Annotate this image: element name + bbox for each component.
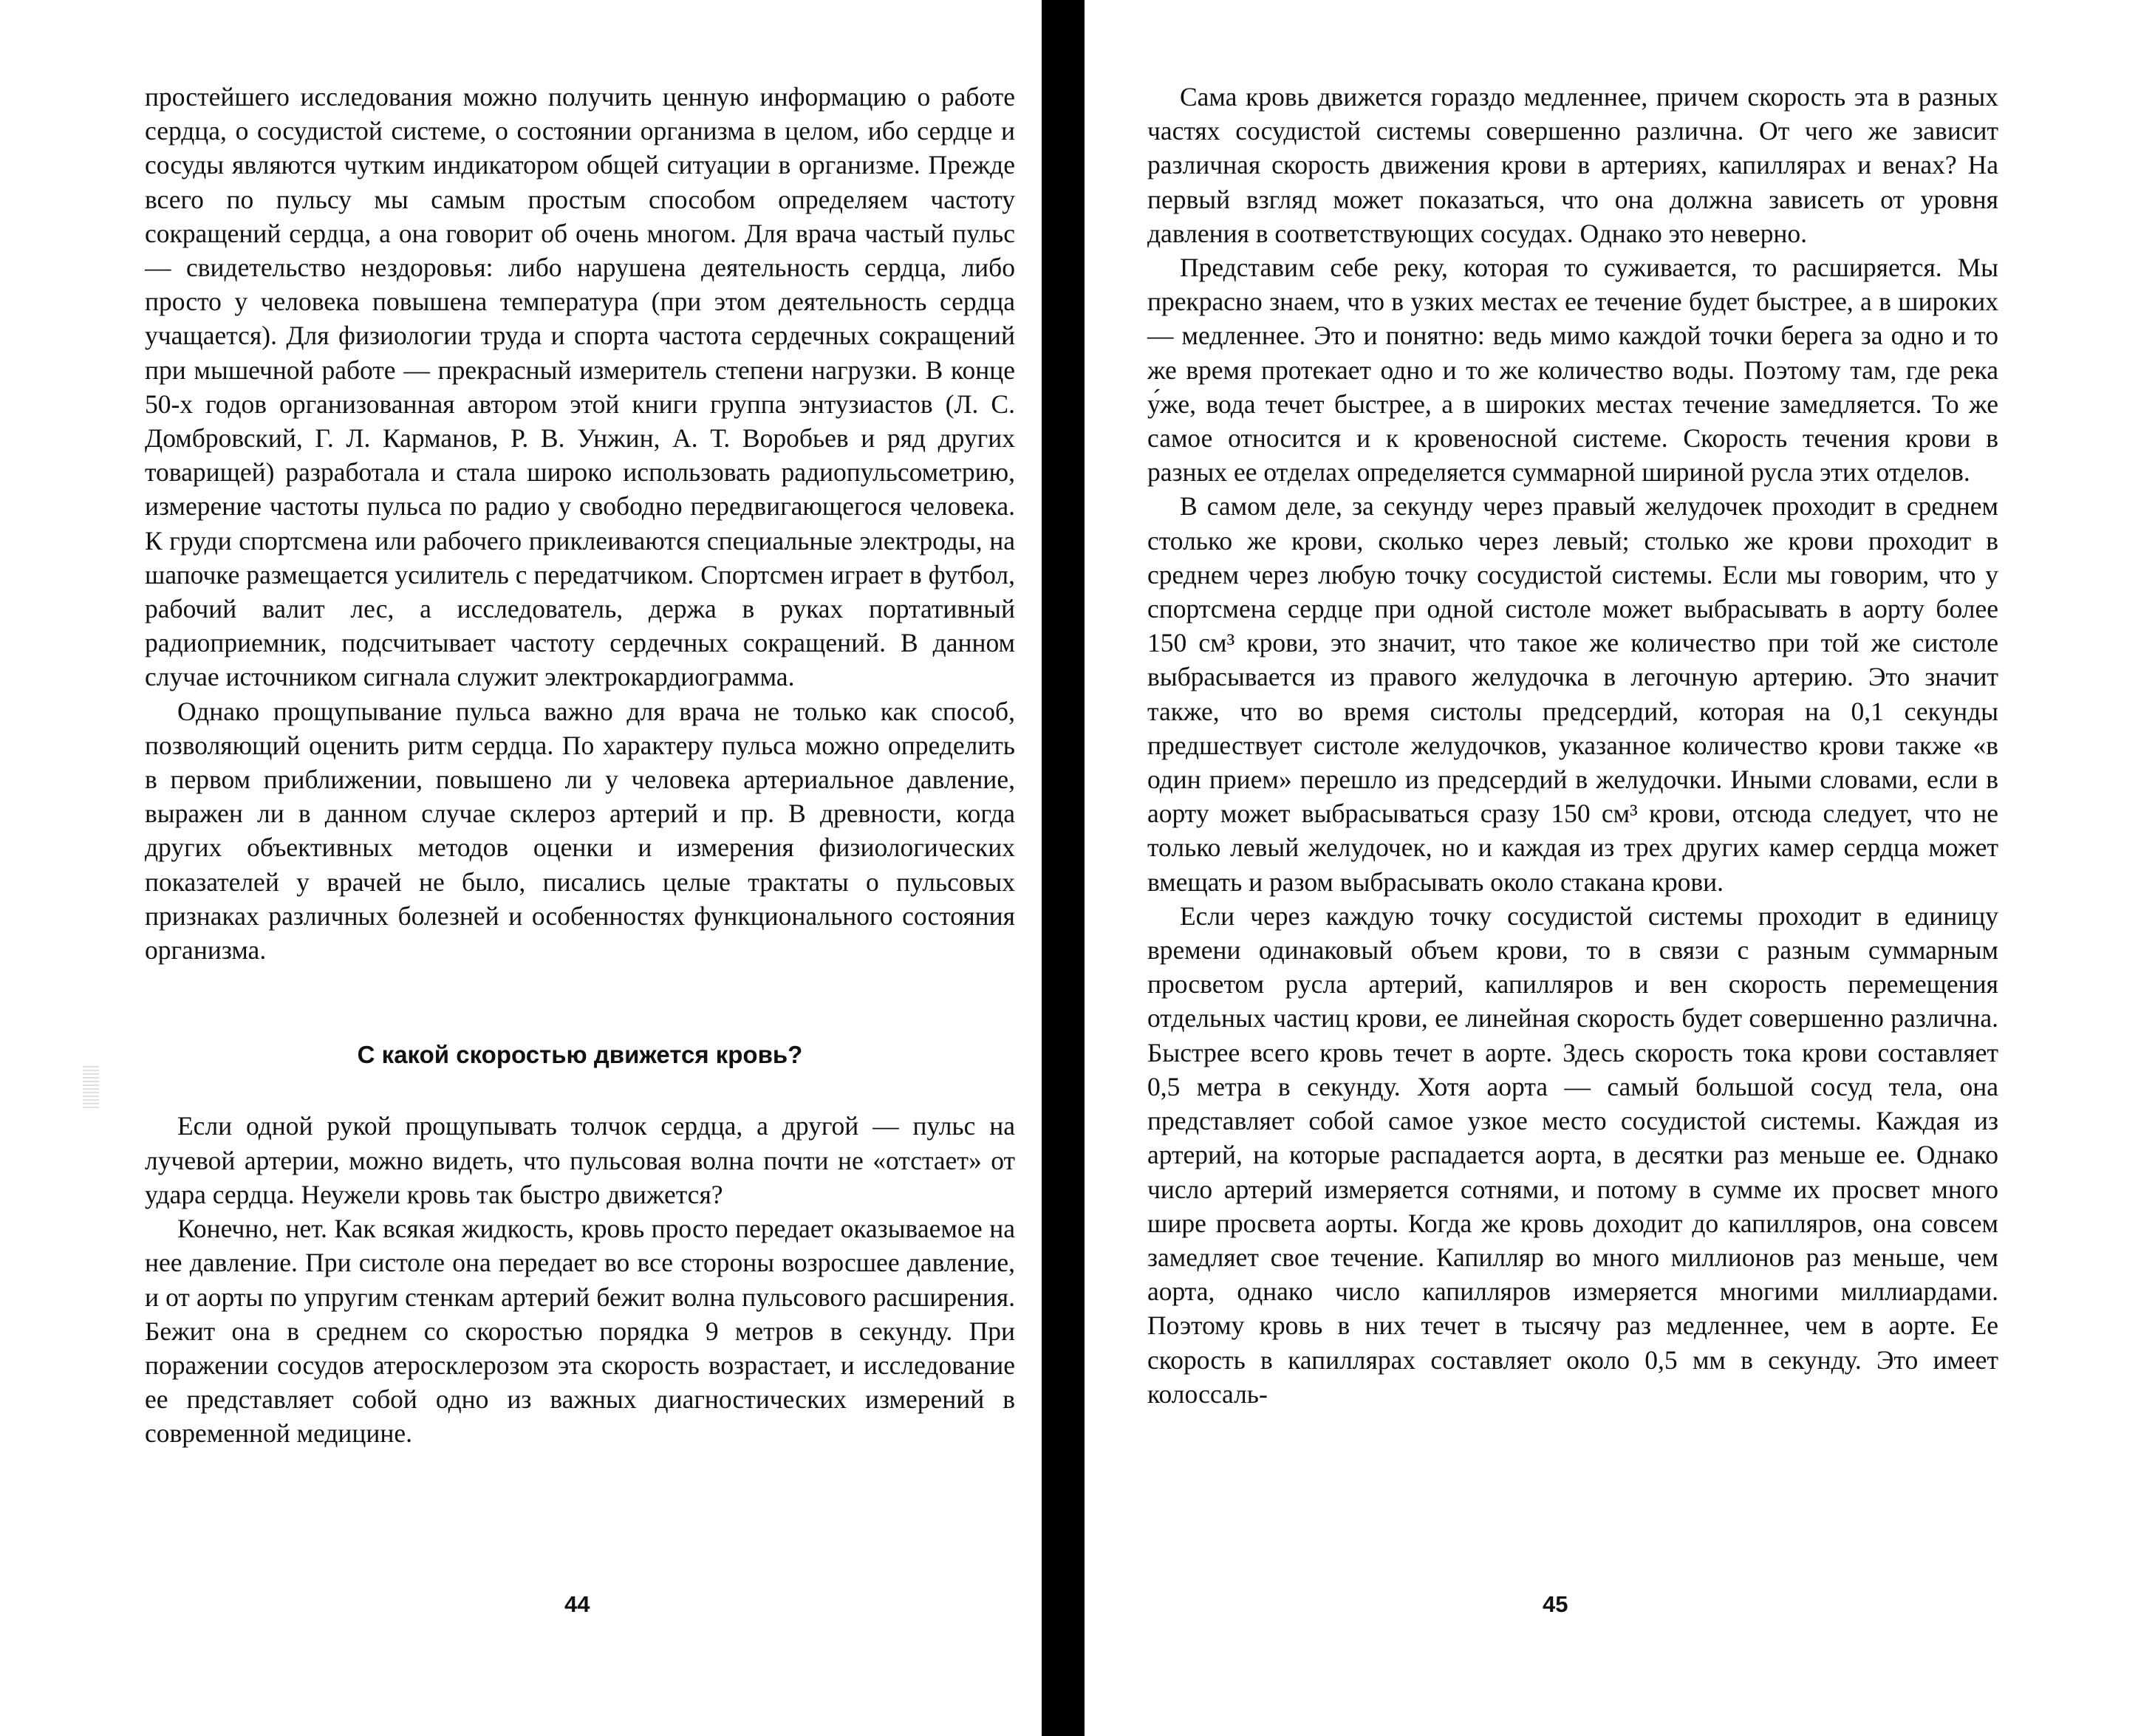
page-number: 44 (564, 1591, 590, 1617)
body-paragraph: Представим себе реку, которая то суживается, то расширяется. Мы прекрасно знаем, что в узких местах ее течение будет быстрее, а в широких — медленнее. Это и понятно: ведь мимо каждой точки берега за одно и то же время протекает одно и то же количество воды. Поэтому там, где река у́же, вода течет быстрее, а в широких местах течение замедляется. То же самое относится и к кровеносной системе. Скорость течения крови в разных ее отделах определяется суммарной шириной русла этих отделов. (1147, 253, 1998, 488)
body-paragraph: Если одной рукой прощупывать толчок сердца, а другой — пульс на лучевой артерии, можно видеть, что пульсовая волна почти не «отстает» от удара сердца. Неужели кровь так быстро движется? (145, 1111, 1015, 1209)
scan-smudge (83, 1064, 99, 1108)
body-paragraph: Конечно, нет. Как всякая жидкость, кровь просто передает оказываемое на нее давление. При систоле она передает во все стороны возросшее давление, и от аорты по упругим стенкам артерий бежит волна пульсового расширения. Бежит она в среднем со скоростью порядка 9 метров в секунду. При поражении сосудов атеросклерозом эта скорость возрастает, и исследование ее представляет собой одно из важных диагностических измерений в современной медицине. (145, 1214, 1015, 1449)
body-paragraph: Если через каждую точку сосудистой системы проходит в единицу времени одинаковый объем крови, то в связи с разным суммарным просветом русла артерий, капилляров и вен скорость перемещения отдельных частиц крови, ее линейная скорость будет совершенно различна. Быстрее всего кровь течет в аорте. Здесь скорость тока крови составляет 0,5 метра в секунду. Хотя аорта — самый большой сосуд тела, она представляет собой самое узкое место сосудистой системы. Каждая из артерий, на которые распадается аорта, в десятки раз меньше ее. Однако число артерий измеряется сотнями, и потому в сумме их просвет много шире просвета аорты. Когда же кровь доходит до капилляров, она совсем замедляет свое течение. Капилляр во много миллионов раз меньше, чем аорта, однако число капилляров измеряется многими миллиардами. Поэтому кровь в них течет в тысячу раз медленнее, чем в аорте. Ее скорость в капиллярах составляет около 0,5 мм в секунду. Это имеет колоссаль- (1147, 901, 1998, 1409)
body-paragraph: В самом деле, за секунду через правый желудочек проходит в среднем столько же крови, сколько через левый; столько же крови проходит в среднем через любую точку сосудистой системы. Если мы говорим, что у спортсмена сердце при одной систоле может выбрасывать в аорту более 150 см³ крови, это значит, что такое же количество при той же систоле выбрасывается из правого желудочка в легочную артерию. Это значит также, что во время систолы предсердий, которая на 0,1 секунды предшествует систоле желудочков, указанное количество крови также «в один прием» перешло из предсердий в желудочки. Иными словами, если в аорту может выбрасываться сразу 150 см³ крови, отсюда следует, что не только левый желудочек, но и каждая из трех других камер сердца может вмещать и разом выбрасывать около стакана крови. (1147, 491, 1998, 897)
body-paragraph: простейшего исследования можно получить ценную информацию о работе сердца, о сосудистой системе, о состоянии организма в целом, ибо сердце и сосуды являются чутким индикатором общей ситуации в организме. Прежде всего по пульсу мы самым простым способом определяем частоту сокращений сердца, а она говорит об очень многом. Для врача частый пульс — свидетельство нездоровья: либо нарушена деятельность сердца, либо просто у человека повышена температура (при этом деятельность сердца учащается). Для физиологии труда и спорта частота сердечных сокращений при мышечной работе — прекрасный измеритель степени нагрузки. В конце 50-х годов организованная автором этой книги группа энтузиастов (Л. С. Домбровский, Г. Л. Карманов, Р. В. Унжин, А. Т. Воробьев и ряд других товарищей) разработала и стала широко использовать радиопульсометрию, измерение частоты пульса по радио у свободно передвигающегося человека. К груди спортсмена или рабочего приклеиваются специальные электроды, на шапочке размещается усилитель с передатчиком. Спортсмен играет в футбол, рабочий валит лес, а исследователь, держа в руках портативный радиоприемник, подсчитывает частоту сердечных сокращений. В данном случае источником сигнала служит электрокардиограмма. (145, 82, 1015, 692)
book-gutter (1042, 0, 1085, 1736)
left-page-text (145, 80, 1015, 1451)
right-page (1085, 0, 2155, 1736)
section-heading: С какой скоростью движется кровь? (357, 1041, 803, 1069)
body-paragraph: Однако прощупывание пульса важно для врача не только как способ, позволяющий оценить ритм сердца. По характеру пульса можно определить в первом приближении, повышено ли у человека артериальное давление, выражен ли в данном случае склероз артерий и пр. В древности, когда других объективных методов оценки и измерения физиологических показателей у врачей не было, писались целые трактаты о пульсовых признаках различных болезней и особенностях функционального состояния организма. (145, 696, 1015, 966)
right-page-text (1147, 80, 1998, 1411)
page-number: 45 (1543, 1591, 1568, 1617)
body-paragraph: Сама кровь движется гораздо медленнее, причем скорость эта в разных частях сосудистой системы совершенно различна. От чего же зависит различная скорость движения крови в артериях, капиллярах и венах? На первый взгляд может показаться, что она должна зависеть от уровня давления в соответствующих сосудах. Однако это неверно. (1147, 82, 1998, 248)
left-page (0, 0, 1042, 1736)
